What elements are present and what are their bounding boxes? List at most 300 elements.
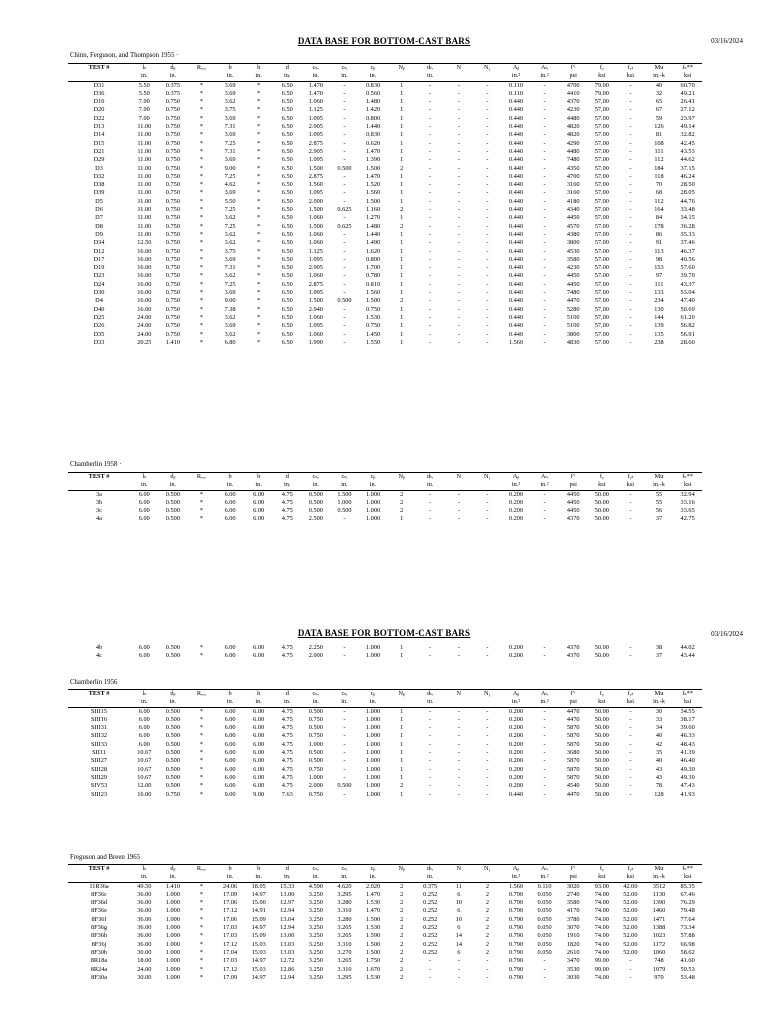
value-cell: 0.750 (308, 790, 323, 798)
value-cell: 0.200 (508, 749, 524, 757)
value-cell: 0.750 (165, 272, 180, 280)
value-cell: - (629, 973, 632, 981)
value-cell: - (457, 131, 460, 139)
value-cell: - (629, 957, 632, 965)
value-cell: - (629, 289, 632, 297)
value-cell: 12.86 (280, 965, 295, 973)
value-cell: 6.50 (281, 147, 293, 155)
column-unit: psi (559, 698, 588, 707)
value-cell: 3.62 (224, 272, 236, 280)
value-cell: 1 (400, 765, 404, 773)
value-cell: 6.00 (253, 740, 265, 748)
column-header: Mu (645, 865, 674, 874)
value-cell: 6.50 (281, 98, 293, 106)
table-row (68, 507, 702, 515)
value-cell: - (486, 707, 489, 715)
value-cell: 6.80 (224, 338, 236, 346)
table-row (68, 297, 702, 305)
table-row (68, 256, 702, 264)
value-cell: 12.50 (137, 239, 152, 247)
value-cell: 41.93 (680, 790, 695, 798)
column-header: h (244, 690, 273, 699)
value-cell: - (543, 773, 546, 781)
column-unit: ksi (673, 72, 702, 81)
value-cell: 7.63 (281, 790, 293, 798)
value-cell: - (543, 782, 546, 790)
value-cell: 74.00 (594, 899, 609, 907)
value-cell: - (429, 222, 432, 230)
value-cell: 6.50 (281, 313, 293, 321)
value-cell: * (199, 773, 204, 781)
test-id-cell: SIII15 (90, 707, 108, 715)
value-cell: 74.00 (594, 890, 609, 898)
column-unit: in.-k (645, 481, 674, 490)
value-cell: 24.06 (222, 882, 238, 890)
value-cell: 4.75 (281, 765, 293, 773)
test-id-cell: 3b (95, 498, 103, 506)
value-cell: - (429, 214, 432, 222)
value-cell: - (486, 181, 489, 189)
value-cell: 0.750 (165, 206, 180, 214)
value-cell: 7.00 (138, 106, 150, 114)
column-unit: in. (216, 72, 245, 81)
data-table (68, 689, 702, 799)
value-cell: 6.50 (281, 289, 293, 297)
value-cell: 50.00 (594, 732, 609, 740)
value-cell: 0.200 (508, 782, 524, 790)
value-cell: - (343, 790, 346, 798)
value-cell: - (486, 280, 489, 288)
value-cell: 0.440 (508, 106, 524, 114)
test-id-cell: D24 (93, 280, 105, 288)
value-cell: 1.125 (308, 106, 323, 114)
value-cell: 4.75 (281, 715, 293, 723)
value-cell: 1.550 (365, 338, 381, 346)
column-unit: in. (416, 698, 445, 707)
value-cell: 5870 (566, 765, 580, 773)
value-cell: - (429, 239, 432, 247)
value-cell: 0.440 (508, 239, 524, 247)
value-cell: 0.440 (508, 330, 524, 338)
value-cell: - (486, 782, 489, 790)
column-header: Aᵦ (502, 865, 531, 874)
value-cell: 17.12 (222, 965, 238, 973)
value-cell: 3.75 (224, 106, 236, 114)
value-cell: 6.00 (224, 740, 236, 748)
column-header: Nᵦ (387, 473, 416, 482)
table-row (68, 766, 702, 774)
value-cell: 35 (655, 749, 663, 757)
value-cell: - (543, 644, 546, 651)
table-row (68, 322, 702, 330)
column-unit (187, 72, 216, 81)
column-header: dᵦ (159, 690, 188, 699)
value-cell: 0.500 (308, 507, 323, 515)
value-cell: 99.00 (594, 965, 609, 973)
value-cell: 3580 (566, 255, 580, 263)
value-cell: 78 (655, 782, 663, 790)
value-cell: 17.03 (222, 932, 238, 940)
value-cell: 98 (655, 255, 663, 263)
value-cell: * (199, 206, 204, 214)
value-cell: 43.53 (680, 147, 695, 155)
value-cell: 50.00 (594, 715, 609, 723)
column-unit: ksi (616, 72, 645, 81)
value-cell: * (199, 707, 204, 715)
table-row (68, 741, 702, 749)
value-cell: 13.03 (280, 940, 295, 948)
value-cell: 57.00 (594, 164, 609, 172)
value-cell: 4.75 (281, 757, 293, 765)
value-cell: 1.270 (365, 214, 381, 222)
value-cell: 49.50 (137, 882, 152, 890)
column-unit: in. (416, 481, 445, 490)
column-header: Aₜᵣ (530, 690, 559, 699)
value-cell: 66.98 (680, 940, 695, 948)
value-cell: 0.500 (165, 498, 180, 506)
value-cell: 1 (400, 255, 404, 263)
value-cell: - (486, 230, 489, 238)
table-row (68, 941, 702, 949)
value-cell: 79.00 (594, 81, 609, 89)
value-cell: 4380 (566, 230, 580, 238)
value-cell: 3.69 (224, 89, 236, 97)
value-cell: * (257, 255, 261, 263)
value-cell: 1.000 (165, 915, 180, 923)
value-cell: - (457, 757, 460, 765)
value-cell: 0.440 (508, 164, 524, 172)
value-cell: 2 (485, 899, 489, 907)
value-cell: 42.75 (680, 515, 695, 523)
value-cell: 16.00 (137, 790, 152, 798)
value-cell: 6.00 (224, 749, 236, 757)
value-cell: 1.000 (165, 924, 180, 932)
value-cell: - (629, 782, 632, 790)
column-unit: in.² (502, 481, 531, 490)
column-header: lₛ (130, 473, 159, 482)
value-cell: * (199, 907, 204, 915)
value-cell: - (629, 230, 632, 238)
value-cell: - (543, 515, 546, 523)
value-cell: 40.56 (680, 255, 695, 263)
column-header: fₛ** (673, 473, 702, 482)
table-row (68, 652, 702, 660)
value-cell: 1.420 (365, 106, 381, 114)
value-cell: 1.060 (308, 230, 323, 238)
value-cell: - (543, 114, 546, 122)
value-cell: 0.560 (365, 89, 381, 97)
value-cell: 1 (400, 106, 404, 114)
value-cell: - (486, 114, 489, 122)
value-cell: - (629, 507, 632, 515)
value-cell: 0.200 (508, 757, 524, 765)
value-cell: - (457, 114, 460, 122)
value-cell: 73.34 (680, 924, 695, 932)
value-cell: - (629, 773, 632, 781)
column-unit: in. (244, 873, 273, 882)
value-cell: * (257, 338, 261, 346)
value-cell: 2.875 (308, 280, 323, 288)
value-cell: * (199, 515, 204, 523)
column-header: d (273, 64, 302, 73)
value-cell: 14.97 (251, 957, 266, 965)
column-unit: in. (302, 698, 331, 707)
value-cell: - (457, 498, 460, 506)
value-cell: * (199, 740, 204, 748)
value-cell: 36.00 (137, 907, 152, 915)
value-cell: 1.480 (365, 222, 381, 230)
value-cell: 74.00 (594, 940, 609, 948)
column-unit: in. (216, 698, 245, 707)
value-cell: 4820 (566, 123, 580, 131)
value-cell: - (486, 652, 489, 660)
table-row (68, 148, 702, 156)
value-cell: 3.69 (224, 289, 236, 297)
value-cell: - (429, 773, 432, 781)
value-cell: 1.000 (365, 715, 381, 723)
column-unit: in. (216, 873, 245, 882)
value-cell: * (199, 123, 204, 131)
value-cell: 0.500 (165, 740, 180, 748)
value-cell: * (199, 305, 204, 313)
value-cell: - (457, 782, 460, 790)
column-header: Rᵣₒₒ (187, 64, 216, 73)
value-cell: - (486, 222, 489, 230)
value-cell: 44.02 (680, 644, 695, 651)
column-unit: in. (359, 698, 388, 707)
value-cell: 1 (400, 172, 404, 180)
value-cell: 1 (400, 197, 404, 205)
value-cell: 4230 (566, 264, 580, 272)
test-id-cell: 4a (96, 515, 102, 523)
value-cell: 5870 (566, 773, 580, 781)
value-cell: 0.830 (365, 131, 381, 139)
table-row (68, 732, 702, 740)
value-cell: 42.45 (680, 139, 695, 147)
value-cell: - (429, 164, 432, 172)
value-cell: 0.625 (337, 206, 352, 214)
value-cell: - (343, 255, 346, 263)
value-cell: 1 (400, 123, 404, 131)
column-unit: in. (416, 873, 445, 882)
value-cell: 37.15 (680, 164, 695, 172)
value-cell: 0.500 (165, 507, 180, 515)
value-cell: - (429, 289, 432, 297)
table-row (68, 98, 702, 106)
value-cell: 57.00 (594, 322, 609, 330)
column-unit: in.² (502, 72, 531, 81)
value-cell: 91 (655, 239, 663, 247)
value-cell: 1.160 (365, 206, 381, 214)
column-header: Aₜᵣ (530, 64, 559, 73)
value-cell: 50.00 (594, 757, 609, 765)
value-cell: 4.75 (281, 652, 293, 660)
value-cell: 3800 (566, 330, 580, 338)
value-cell: - (629, 123, 632, 131)
value-cell: 43 (655, 765, 663, 773)
value-cell: 3.250 (308, 899, 323, 907)
value-cell: * (199, 644, 204, 651)
value-cell: 5870 (566, 732, 580, 740)
column-header: fₛ** (673, 64, 702, 73)
value-cell: - (629, 715, 632, 723)
value-cell: 6.00 (224, 652, 236, 660)
value-cell: 32.82 (680, 131, 695, 139)
value-cell: - (343, 757, 346, 765)
value-cell: 3.69 (224, 114, 236, 122)
value-cell: 1471 (652, 915, 666, 923)
value-cell: 57.00 (594, 131, 609, 139)
column-header: TEST # (68, 865, 130, 874)
column-header: Aₜᵣ (530, 473, 559, 482)
value-cell: 5870 (566, 757, 580, 765)
value-cell: 36.00 (137, 890, 152, 898)
column-header: dᵦ (159, 64, 188, 73)
value-cell: 0.375 (165, 89, 180, 97)
column-unit (445, 72, 474, 81)
value-cell: 1.410 (165, 338, 180, 346)
value-cell: * (199, 297, 204, 305)
value-cell: * (257, 181, 261, 189)
value-cell: 49.21 (680, 89, 695, 97)
value-cell: * (199, 197, 204, 205)
column-unit (445, 698, 474, 707)
column-header: fᵧ (588, 64, 617, 73)
value-cell: 2.905 (308, 123, 323, 131)
section-caption: Chamberlin 1958 · (70, 461, 122, 468)
value-cell: - (343, 264, 346, 272)
value-cell: - (429, 507, 432, 515)
value-cell: 17.06 (222, 899, 238, 907)
value-cell: 1 (400, 272, 404, 280)
value-cell: - (629, 272, 632, 280)
value-cell: 0.440 (508, 156, 524, 164)
value-cell: 0.620 (365, 139, 381, 147)
value-cell: 55 (655, 490, 663, 498)
value-cell: 6.00 (138, 515, 150, 523)
test-id-cell: SIII32 (90, 732, 108, 740)
table-row (68, 724, 702, 732)
value-cell: 0.500 (165, 765, 180, 773)
value-cell: 4530 (566, 247, 580, 255)
value-cell: 3.62 (224, 239, 236, 247)
value-cell: - (543, 715, 546, 723)
value-cell: 37 (655, 652, 663, 660)
value-cell: 1.060 (308, 330, 323, 338)
table-row (68, 231, 702, 239)
value-cell: 1.095 (308, 114, 323, 122)
value-cell: * (257, 280, 261, 288)
value-cell: 1.440 (365, 123, 381, 131)
value-cell: 1.000 (308, 740, 323, 748)
value-cell: * (199, 156, 204, 164)
column-header: N₁ (473, 64, 502, 73)
value-cell: 60.70 (680, 81, 695, 89)
value-cell: 57.00 (594, 222, 609, 230)
value-cell: - (629, 765, 632, 773)
value-cell: * (199, 172, 204, 180)
value-cell: 4.62 (224, 181, 236, 189)
value-cell: 7.00 (138, 98, 150, 106)
value-cell: 17.03 (222, 924, 238, 932)
value-cell: 1.000 (365, 507, 381, 515)
value-cell: - (543, 732, 546, 740)
column-unit (187, 698, 216, 707)
column-unit: in. (244, 481, 273, 490)
column-unit: in. (359, 481, 388, 490)
value-cell: - (343, 707, 346, 715)
value-cell: - (457, 965, 460, 973)
value-cell: 2 (485, 907, 489, 915)
value-cell: 1.500 (308, 222, 323, 230)
value-cell: 2.000 (308, 652, 323, 660)
value-cell: 1.125 (308, 247, 323, 255)
value-cell: 3.62 (224, 98, 236, 106)
column-unit: in. (273, 873, 302, 882)
value-cell: * (199, 98, 204, 106)
value-cell: 1.990 (308, 338, 323, 346)
value-cell: 1460 (652, 907, 666, 915)
column-unit: in. (130, 873, 159, 882)
value-cell: 17.06 (222, 915, 238, 923)
value-cell: - (429, 322, 432, 330)
value-cell: - (429, 338, 432, 346)
value-cell: 11.00 (137, 189, 152, 197)
value-cell: 6.00 (224, 732, 236, 740)
value-cell: * (199, 264, 204, 272)
value-cell: 9.00 (224, 297, 236, 305)
value-cell: 1.095 (308, 322, 323, 330)
value-cell: - (543, 289, 546, 297)
column-unit (473, 481, 502, 490)
value-cell: - (343, 239, 346, 247)
value-cell: 3.265 (337, 924, 352, 932)
value-cell: - (457, 123, 460, 131)
value-cell: 4370 (566, 515, 580, 523)
column-header: b (216, 690, 245, 699)
value-cell: 11.00 (137, 197, 152, 205)
data-table-continued (68, 644, 702, 661)
value-cell: - (429, 123, 432, 131)
column-header: h (244, 64, 273, 73)
column-header: h (244, 473, 273, 482)
value-cell: - (429, 172, 432, 180)
value-cell: * (199, 181, 204, 189)
value-cell: 0.500 (337, 782, 352, 790)
value-cell: 3.295 (337, 973, 352, 981)
value-cell: - (429, 297, 432, 305)
table-row (68, 81, 702, 90)
value-cell: 57.00 (594, 330, 609, 338)
value-cell: - (629, 147, 632, 155)
value-cell: * (257, 313, 261, 321)
value-cell: 1060 (652, 948, 666, 956)
value-cell: - (457, 749, 460, 757)
value-cell: 20.25 (137, 338, 152, 346)
value-cell: 1.670 (365, 965, 381, 973)
value-cell: 13.00 (280, 932, 295, 940)
value-cell: 4.75 (281, 749, 293, 757)
value-cell: - (486, 98, 489, 106)
value-cell: 5280 (566, 305, 580, 313)
test-id-cell: D38 (93, 181, 105, 189)
value-cell: 2.875 (308, 172, 323, 180)
value-cell: 0.440 (508, 222, 524, 230)
value-cell: * (199, 507, 204, 515)
value-cell: - (486, 81, 489, 89)
value-cell: 57.00 (594, 156, 609, 164)
value-cell: 2 (400, 222, 404, 230)
